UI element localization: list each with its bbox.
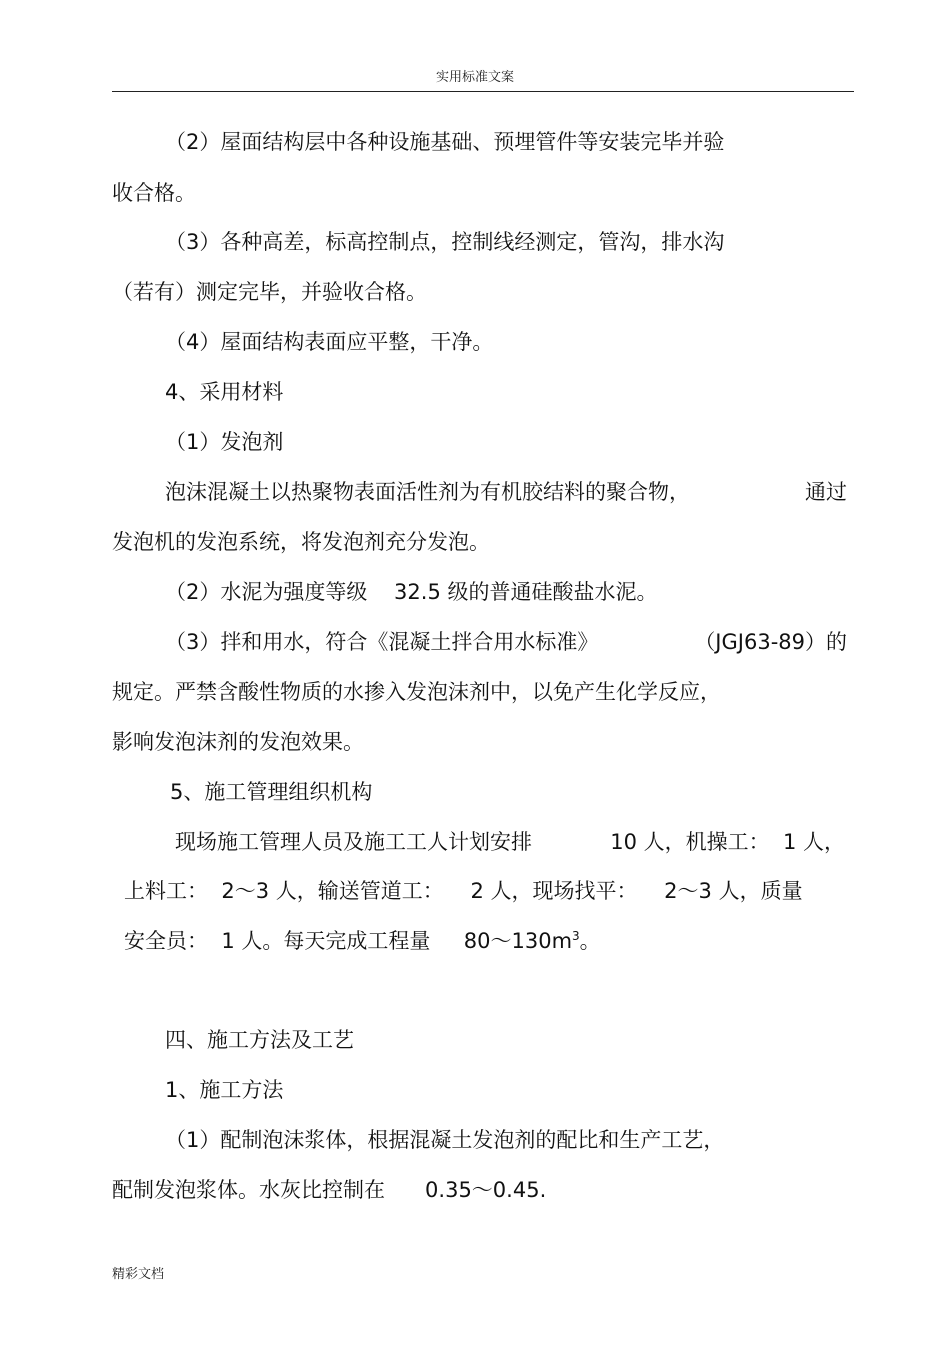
section-heading: 4、采用材料 [165,380,284,404]
body-line [175,829,845,855]
line-text: （JGJ63-89）的 [694,630,847,654]
header-divider [112,91,854,92]
subsection-heading: （1）发泡剂 [165,430,284,454]
body-line: （若有）测定完毕，并验收合格。 [112,280,427,304]
line-text: 安全员： 1 人。每天完成工程量 80～130m [124,929,573,953]
body-line: （2）水泥为强度等级 32.5 级的普通硅酸盐水泥。 [165,580,658,604]
body-line [165,479,847,505]
body-line: 上料工： 2～3 人，输送管道工： 2 人，现场找平： 2～3 人，质量 [124,879,803,903]
body-line: 配制发泡浆体。水灰比控制在 0.35～0.45. [112,1178,547,1202]
line-text: 泡沫混凝土以热聚物表面活性剂为有机胶结料的聚合物， [165,480,690,504]
body-line: 规定。严禁含酸性物质的水掺入发泡沫剂中，以免产生化学反应， [112,680,721,704]
section-heading: 5、施工管理组织机构 [170,780,373,804]
body-line: 影响发泡沫剂的发泡效果。 [112,730,364,754]
superscript: 3 [572,929,580,943]
line-text: （3）拌和用水，符合《混凝土拌合用水标准》 [165,630,599,654]
line-text: 10 人，机操工： 1 人， [610,830,845,854]
page-footer: 精彩文档 [112,1267,165,1282]
body-line [124,928,601,954]
body-line [165,629,847,655]
body-line: 收合格。 [112,181,196,205]
chapter-heading: 四、施工方法及工艺 [165,1028,354,1052]
body-line: 发泡机的发泡系统，将发泡剂充分发泡。 [112,530,490,554]
body-line: （4）屋面结构表面应平整，干净。 [165,330,494,354]
line-text: 。 [579,929,601,953]
body-line: （1）配制泡沫浆体，根据混凝土发泡剂的配比和生产工艺， [165,1128,725,1152]
section-heading: 1、施工方法 [165,1078,284,1102]
body-line: （2）屋面结构层中各种设施基础、预埋管件等安装完毕并验 [165,130,725,154]
page-header-title: 实用标准文案 [435,70,514,85]
body-line: （3）各种高差，标高控制点，控制线经测定，管沟，排水沟 [165,230,725,254]
line-text: 现场施工管理人员及施工工人计划安排 [175,830,532,854]
line-text: 通过 [805,480,847,504]
